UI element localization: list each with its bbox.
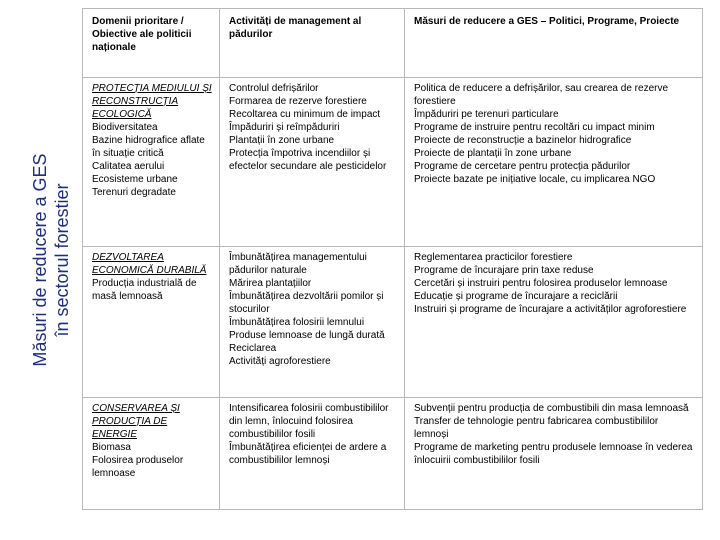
activities-cell: [220, 398, 405, 510]
list-item: Terenuri degradate: [92, 187, 176, 198]
objectives-cell: [83, 78, 220, 247]
list-item: Mărirea plantațiilor: [229, 278, 312, 289]
measures-cell: [405, 78, 703, 247]
list-item: Îmbunătățirea managementului pădurilor naturale: [229, 252, 367, 276]
side-title: [20, 120, 82, 400]
list-item: Bazine hidrografice aflate în situație critică: [92, 135, 205, 159]
list-item: Ecosisteme urbane: [92, 174, 178, 185]
list-item: Subvenții pentru producția de combustibili din masa lemnoasă: [414, 403, 689, 414]
side-title-line-1: Măsuri de reducere a GES: [30, 153, 50, 367]
list-item: Reciclarea: [229, 343, 277, 354]
list-item: Producția industrială de masă lemnoasă: [92, 278, 197, 302]
list-item: Plantații în zone urbane: [229, 135, 335, 146]
activities-cell: [220, 78, 405, 247]
list-item: Împăduriri și reîmpăduriri: [229, 122, 340, 133]
list-item: Programe de marketing pentru produsele lemnoase în vederea înlocuirii combustibililor fosili: [414, 442, 693, 466]
list-item: Instruiri și programe de încurajare a activităților agroforestiere: [414, 304, 687, 315]
header-management-activities: Activități de management al pădurilor: [220, 9, 405, 78]
objectives-cell: [83, 398, 220, 510]
measures-table: [82, 8, 703, 510]
list-item: Îmbunătățirea dezvoltării pomilor și stocurilor: [229, 291, 384, 315]
list-item: Politica de reducere a defrișărilor, sau crearea de rezerve forestiere: [414, 83, 669, 107]
table-row: [83, 78, 703, 247]
category-title: DEZVOLTAREA ECONOMICĂ DURABILĂ: [92, 252, 207, 276]
measures-cell: [405, 247, 703, 398]
list-item: Proiecte de reconstrucție a bazinelor hidrografice: [414, 135, 632, 146]
list-item: Protecția împotriva incendiilor și efectelor secundare ale pesticidelor: [229, 148, 387, 172]
list-item: Controlul defrișărilor: [229, 83, 319, 94]
list-item: Formarea de rezerve forestiere: [229, 96, 367, 107]
list-item: Biomasa: [92, 442, 131, 453]
list-item: Transfer de tehnologie pentru fabricarea combustibililor lemnoși: [414, 416, 659, 440]
table-header-row: [83, 9, 703, 78]
list-item: Activități agroforestiere: [229, 356, 331, 367]
list-item: Folosirea produselor lemnoase: [92, 455, 184, 479]
list-item: Proiecte bazate pe inițiative locale, cu implicarea NGO: [414, 174, 656, 185]
list-item: Programe de încurajare prin taxe reduse: [414, 265, 594, 276]
list-item: Reglementarea practicilor forestiere: [414, 252, 573, 263]
objectives-cell: [83, 247, 220, 398]
list-item: Recoltarea cu minimum de impact: [229, 109, 381, 120]
list-item: Îmbunătățirea eficienței de ardere a combustibililor lemnoși: [229, 442, 387, 466]
list-item: Intensificarea folosirii combustibililor din lemn, înlocuind folosirea combustibililor fosili: [229, 403, 389, 440]
measures-cell: [405, 398, 703, 510]
list-item: Programe de instruire pentru recoltări cu impact minim: [414, 122, 655, 133]
activities-cell: [220, 247, 405, 398]
list-item: Programe de cercetare pentru protecția pădurilor: [414, 161, 631, 172]
side-title-line-2: în sectorul forestier: [52, 183, 72, 337]
list-item: Proiecte de plantații în zone urbane: [414, 148, 572, 159]
header-priority-domains: Domenii prioritare / Obiective ale politicii naționale: [83, 9, 220, 78]
list-item: Împăduriri pe terenuri particulare: [414, 109, 559, 120]
header-ghg-measures: Măsuri de reducere a GES – Politici, Programe, Proiecte: [405, 9, 703, 78]
category-title: CONSERVAREA ȘI PRODUCȚIA DE ENERGIE: [92, 403, 180, 440]
list-item: Educație și programe de încurajare a reciclării: [414, 291, 618, 302]
list-item: Cercetări și instruiri pentru folosirea produselor lemnoase: [414, 278, 668, 289]
list-item: Biodiversitatea: [92, 122, 158, 133]
list-item: Produse lemnoase de lungă durată: [229, 330, 385, 341]
category-title: PROTECȚIA MEDIULUI ȘI RECONSTRUCȚIA ECOLOGICĂ: [92, 83, 212, 120]
table-row: [83, 398, 703, 510]
table-row: [83, 247, 703, 398]
list-item: Îmbunătățirea folosirii lemnului: [229, 317, 365, 328]
list-item: Calitatea aerului: [92, 161, 165, 172]
